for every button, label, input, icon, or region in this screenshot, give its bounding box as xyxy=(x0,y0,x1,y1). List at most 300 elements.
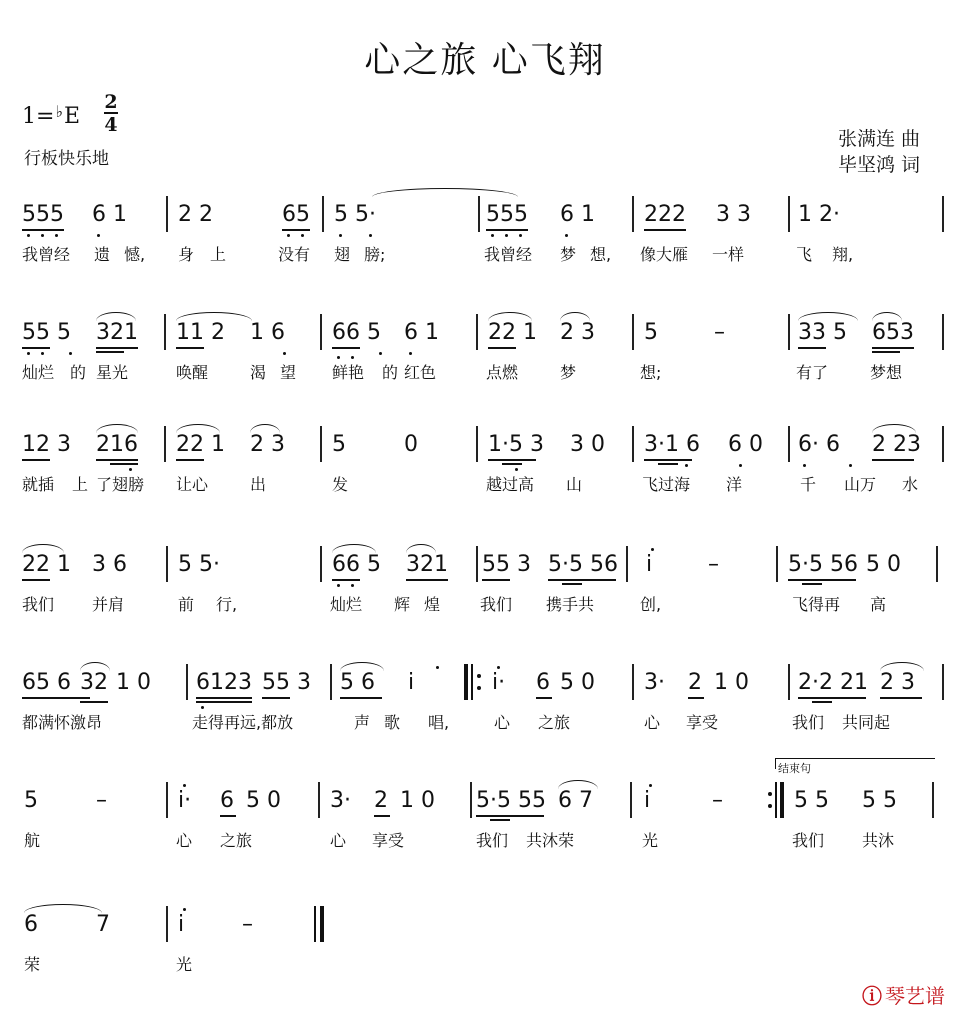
lyric: 心 xyxy=(644,713,661,732)
lyric: 走得再远,都放 xyxy=(192,713,294,732)
low-dot xyxy=(41,352,44,355)
lyric: 辉 xyxy=(394,595,411,614)
note-group: 55 5 xyxy=(22,320,71,345)
lyric: 梦 xyxy=(560,245,577,264)
note-group: – xyxy=(712,788,723,813)
bar-line xyxy=(942,196,944,232)
lyric: 共沐 xyxy=(862,831,895,850)
bar-line xyxy=(632,426,634,462)
lyric: 翔, xyxy=(832,245,854,264)
low-dot xyxy=(337,584,340,587)
note-group: 11 2 xyxy=(176,320,225,345)
note-group: 65 xyxy=(282,202,310,227)
underline xyxy=(488,347,516,349)
note-group: 3 6 xyxy=(92,552,127,577)
lyric: 发 xyxy=(332,475,349,494)
slur-arc xyxy=(176,312,252,321)
note-group: 22 1 xyxy=(488,320,537,345)
note-group: 5 5· xyxy=(334,202,376,227)
lyric: 之旅 xyxy=(538,713,571,732)
underline xyxy=(22,347,50,349)
high-dot xyxy=(183,784,186,787)
underline xyxy=(872,347,914,349)
lyric: 创, xyxy=(640,595,662,614)
low-dot xyxy=(515,468,518,471)
ending-bracket-tick xyxy=(775,759,776,769)
slur-arc xyxy=(332,544,376,553)
note-group: 66 5 xyxy=(332,320,381,345)
note-group: 5 0 xyxy=(560,670,595,695)
tempo-marking: 行板快乐地 xyxy=(24,149,109,169)
bar-line xyxy=(476,314,478,350)
bar-line xyxy=(186,664,188,700)
lyric: 之旅 xyxy=(220,831,253,850)
note-group: 5 5· xyxy=(178,552,220,577)
low-dot xyxy=(409,352,412,355)
note-group: i xyxy=(646,552,653,577)
note-group: – xyxy=(714,320,725,345)
lyric: 想; xyxy=(640,363,662,382)
note-group: 5·5 56 xyxy=(788,552,858,577)
final-thick-bar xyxy=(320,906,324,942)
note-group: 2 xyxy=(374,788,388,813)
lyric: 高 xyxy=(870,595,887,614)
lyric: 声 xyxy=(354,713,371,732)
underline xyxy=(562,583,582,585)
lyric: 像大雁 xyxy=(640,245,689,264)
underline xyxy=(502,463,522,465)
note-group: 5 5 xyxy=(794,788,829,813)
note-group: 6 1 xyxy=(92,202,127,227)
underline xyxy=(802,583,822,585)
repeat-dot xyxy=(477,686,481,690)
tie-arc xyxy=(24,904,102,913)
low-dot xyxy=(369,234,372,237)
note-group: 1 0 xyxy=(714,670,749,695)
slur-arc xyxy=(872,424,916,433)
note-group: 5 5 xyxy=(862,788,897,813)
note-group: 12 3 xyxy=(22,432,71,457)
high-dot xyxy=(436,666,439,669)
lyric: 就插 xyxy=(22,475,55,494)
note-group: 6· 6 xyxy=(798,432,840,457)
underline xyxy=(262,697,290,699)
bar-line xyxy=(932,782,934,818)
slur-arc xyxy=(96,424,138,433)
bar-line xyxy=(164,426,166,462)
underline xyxy=(80,701,108,703)
note-group: 5 xyxy=(24,788,38,813)
note-group: 1 0 xyxy=(400,788,435,813)
bar-line xyxy=(776,546,778,582)
bar-line xyxy=(788,664,790,700)
note-group: 2 3 xyxy=(250,432,285,457)
lyric: 梦 xyxy=(560,363,577,382)
note-group: – xyxy=(708,552,719,577)
note-group: 653 xyxy=(872,320,914,345)
bar-line xyxy=(164,314,166,350)
underline xyxy=(96,347,138,349)
note-group: 3 0 xyxy=(570,432,605,457)
underline xyxy=(220,815,236,817)
lyric: 遗 xyxy=(94,245,111,264)
slur-arc xyxy=(96,312,136,321)
underline xyxy=(196,697,252,699)
note-group: 5 xyxy=(332,432,346,457)
low-dot xyxy=(287,234,290,237)
slur-arc xyxy=(798,312,858,321)
underline xyxy=(176,347,204,349)
low-dot xyxy=(27,234,30,237)
note-group: 222 xyxy=(644,202,686,227)
lyric: 山 xyxy=(566,475,583,494)
bar-line xyxy=(626,546,628,582)
final-thin-bar xyxy=(314,906,316,942)
lyric: 飞过海 xyxy=(642,475,691,494)
underline xyxy=(548,579,616,581)
lyric: 出 xyxy=(250,475,267,494)
underline xyxy=(332,347,360,349)
lyric: 灿烂 xyxy=(22,363,55,382)
high-dot xyxy=(651,548,654,551)
lyric: 灿烂 xyxy=(330,595,363,614)
low-dot xyxy=(351,356,354,359)
lyric: 唤醒 xyxy=(176,363,209,382)
lyric: 我们 xyxy=(480,595,513,614)
bar-line xyxy=(942,664,944,700)
low-dot xyxy=(519,234,522,237)
high-dot xyxy=(497,666,500,669)
note-group: 6 0 xyxy=(728,432,763,457)
note-group: 1·5 3 xyxy=(488,432,544,457)
note-group: 6 1 xyxy=(404,320,439,345)
lyric: 歌 xyxy=(384,713,401,732)
low-dot xyxy=(301,234,304,237)
note-group: 6123 xyxy=(196,670,252,695)
bar-line xyxy=(478,196,480,232)
underline xyxy=(798,697,866,699)
bar-line xyxy=(942,426,944,462)
lyric: 了翅膀 xyxy=(96,475,145,494)
bar-line xyxy=(476,426,478,462)
logo-icon: ⓘ xyxy=(862,984,882,1008)
note-group: 1 0 xyxy=(116,670,151,695)
low-dot xyxy=(129,468,132,471)
low-dot xyxy=(803,464,806,467)
slur-arc xyxy=(340,662,384,671)
bar-line xyxy=(632,664,634,700)
note-group: 5 0 xyxy=(246,788,281,813)
slur-arc xyxy=(406,544,436,553)
low-dot xyxy=(351,584,354,587)
low-dot xyxy=(201,706,204,709)
low-dot xyxy=(739,464,742,467)
underline xyxy=(490,819,510,821)
note-group: 5 xyxy=(644,320,658,345)
repeat-thick-bar xyxy=(780,782,784,818)
underline xyxy=(812,701,832,703)
lyric: 有了 xyxy=(796,363,829,382)
slur-arc xyxy=(880,662,924,671)
slur-arc xyxy=(872,312,902,321)
note-group: i· xyxy=(492,670,506,695)
lyric: 星光 xyxy=(96,363,129,382)
lyric: 没有 xyxy=(278,245,311,264)
note-group: 7 xyxy=(96,912,110,937)
flat-symbol: ♭ xyxy=(55,102,63,121)
note-group: – xyxy=(242,912,253,937)
tie-arc xyxy=(372,188,518,197)
underline xyxy=(406,579,448,581)
underline xyxy=(22,697,90,699)
slur-arc xyxy=(560,312,590,321)
lyric: 越过高 xyxy=(486,475,535,494)
underline xyxy=(374,815,390,817)
low-dot xyxy=(491,234,494,237)
lyric: 我曾经 xyxy=(484,245,533,264)
bar-line xyxy=(166,196,168,232)
note-group: 0 xyxy=(404,432,418,457)
lyric: 憾, xyxy=(124,245,146,264)
lyric: 携手共 xyxy=(546,595,595,614)
bar-line xyxy=(630,782,632,818)
underline xyxy=(110,463,138,465)
logo-text: 琴艺谱 xyxy=(885,984,945,1008)
lyric: 上 xyxy=(210,245,227,264)
bar-line xyxy=(788,314,790,350)
underline xyxy=(658,463,678,465)
note-group: 321 xyxy=(96,320,138,345)
composer-credit: 张满连 曲 xyxy=(838,128,921,150)
lyric: 我们 xyxy=(792,713,825,732)
slur-arc xyxy=(488,312,532,321)
note-group: 33 5 xyxy=(798,320,847,345)
repeat-dot xyxy=(768,804,772,808)
slur-arc xyxy=(80,662,110,671)
note-group: 1 2· xyxy=(798,202,840,227)
note-group: 55 3 xyxy=(262,670,311,695)
key-note: E xyxy=(63,104,81,129)
underline xyxy=(872,351,900,353)
lyric: 一样 xyxy=(712,245,745,264)
lyric: 渴 xyxy=(250,363,267,382)
bar-line xyxy=(322,196,324,232)
repeat-thin-bar xyxy=(775,782,777,818)
lyric: 的 xyxy=(70,363,87,382)
slur-arc xyxy=(250,424,280,433)
low-dot xyxy=(41,234,44,237)
time-bottom: 4 xyxy=(104,114,118,136)
time-signature xyxy=(104,92,118,135)
bar-line xyxy=(320,546,322,582)
lyric: 唱, xyxy=(428,713,450,732)
underline xyxy=(688,697,704,699)
low-dot xyxy=(505,234,508,237)
bar-line xyxy=(788,196,790,232)
underline xyxy=(872,459,914,461)
underline xyxy=(176,459,204,461)
low-dot xyxy=(27,352,30,355)
lyric: 我们 xyxy=(476,831,509,850)
underline xyxy=(96,351,124,353)
note-group: 216 xyxy=(96,432,138,457)
lyric: 共同起 xyxy=(842,713,891,732)
note-group: i xyxy=(644,788,651,813)
note-group: 5·5 56 xyxy=(548,552,618,577)
lyric: 我们 xyxy=(792,831,825,850)
note-group: 3· xyxy=(644,670,665,695)
lyric: 煌 xyxy=(424,595,441,614)
lyric: 我曾经 xyxy=(22,245,71,264)
low-dot xyxy=(55,234,58,237)
lyric: 让心 xyxy=(176,475,209,494)
bar-line xyxy=(318,782,320,818)
note-group: 6 7 xyxy=(558,788,593,813)
note-group: 6 xyxy=(24,912,38,937)
lyric: 红色 xyxy=(404,363,437,382)
note-group: 5·5 55 xyxy=(476,788,546,813)
underline xyxy=(880,697,922,699)
lyric: 我们 xyxy=(22,595,55,614)
note-group: 1 6 xyxy=(250,320,285,345)
lyric: 点燃 xyxy=(486,363,519,382)
note-group: 6 1 xyxy=(560,202,595,227)
note-group: 6 xyxy=(220,788,234,813)
bar-line xyxy=(788,426,790,462)
underline xyxy=(22,229,64,231)
lyric: 光 xyxy=(642,831,659,850)
lyric: 荣 xyxy=(24,955,41,974)
note-group: 2 23 xyxy=(872,432,921,457)
low-dot xyxy=(283,352,286,355)
note-group: 2·2 21 xyxy=(798,670,868,695)
slur-arc xyxy=(558,780,598,789)
high-dot xyxy=(649,784,652,787)
lyric: 享受 xyxy=(686,713,719,732)
site-logo xyxy=(862,980,945,1009)
song-title: 心之旅 心飞翔 xyxy=(364,40,606,81)
lyric: 飞得再 xyxy=(792,595,841,614)
lyric: 身 xyxy=(178,245,195,264)
note-group: 321 xyxy=(406,552,448,577)
lyric: 心 xyxy=(330,831,347,850)
underline xyxy=(282,229,310,231)
low-dot xyxy=(97,234,100,237)
note-group: i xyxy=(178,912,185,937)
note-group: 22 1 xyxy=(22,552,71,577)
note-group: 6 xyxy=(536,670,550,695)
bar-line xyxy=(320,314,322,350)
note-group: 2 3 xyxy=(880,670,915,695)
lyric: 洋 xyxy=(726,475,743,494)
bar-line xyxy=(632,314,634,350)
slur-arc xyxy=(176,424,220,433)
lyric: 想, xyxy=(590,245,612,264)
lyric: 水 xyxy=(902,475,919,494)
underline xyxy=(22,579,50,581)
ending-label: 结束句 xyxy=(778,762,811,775)
lyric: 共沐荣 xyxy=(526,831,575,850)
bar-line xyxy=(166,906,168,942)
underline xyxy=(798,347,826,349)
note-group: 32 xyxy=(80,670,108,695)
repeat-dot xyxy=(768,792,772,796)
time-top: 2 xyxy=(104,91,118,113)
low-dot xyxy=(379,352,382,355)
low-dot xyxy=(565,234,568,237)
bar-line xyxy=(632,196,634,232)
slur-arc xyxy=(22,544,64,553)
underline xyxy=(476,815,544,817)
lyric: 膀; xyxy=(364,245,386,264)
note-group: 3·1 6 xyxy=(644,432,700,457)
lyric: 前 xyxy=(178,595,195,614)
note-group: 555 xyxy=(486,202,528,227)
note-group: 65 6 xyxy=(22,670,71,695)
note-group: 2 xyxy=(688,670,702,695)
lyricist-credit: 毕坚鸿 词 xyxy=(838,154,921,176)
note-group: 66 5 xyxy=(332,552,381,577)
low-dot xyxy=(849,464,852,467)
underline xyxy=(482,579,510,581)
high-dot xyxy=(183,908,186,911)
lyric: 光 xyxy=(176,955,193,974)
note-group: 3· xyxy=(330,788,351,813)
underline xyxy=(22,459,50,461)
underline xyxy=(488,459,536,461)
lyric: 都满怀激昂 xyxy=(22,713,103,732)
lyric: 并肩 xyxy=(92,595,125,614)
underline xyxy=(196,701,252,703)
low-dot xyxy=(337,356,340,359)
repeat-dot xyxy=(477,674,481,678)
low-dot xyxy=(339,234,342,237)
lyric: 心 xyxy=(176,831,193,850)
note-group: 5 0 xyxy=(866,552,901,577)
lyric: 行, xyxy=(216,595,238,614)
lyric: 山万 xyxy=(844,475,877,494)
note-group: 5 6 xyxy=(340,670,375,695)
note-group: – xyxy=(96,788,107,813)
lyric: 飞 xyxy=(796,245,813,264)
repeat-thick-bar xyxy=(464,664,468,700)
bar-line xyxy=(476,546,478,582)
note-group: i xyxy=(408,670,415,695)
underline xyxy=(788,579,856,581)
bar-line xyxy=(166,782,168,818)
repeat-thin-bar xyxy=(471,664,473,700)
bar-line xyxy=(166,546,168,582)
underline xyxy=(332,579,360,581)
lyric: 上 xyxy=(72,475,89,494)
bar-line xyxy=(470,782,472,818)
underline xyxy=(340,697,382,699)
lyric: 鲜艳 xyxy=(332,363,365,382)
underline xyxy=(536,697,552,699)
lyric: 享受 xyxy=(372,831,405,850)
underline xyxy=(644,229,686,231)
bar-line xyxy=(936,546,938,582)
lyric: 航 xyxy=(24,831,41,850)
bar-line xyxy=(942,314,944,350)
note-group: i· xyxy=(178,788,192,813)
underline xyxy=(644,459,692,461)
key-prefix: 1= xyxy=(22,104,55,129)
low-dot xyxy=(685,464,688,467)
note-group: 55 3 xyxy=(482,552,531,577)
lyric: 心 xyxy=(494,713,511,732)
underline xyxy=(96,459,138,461)
